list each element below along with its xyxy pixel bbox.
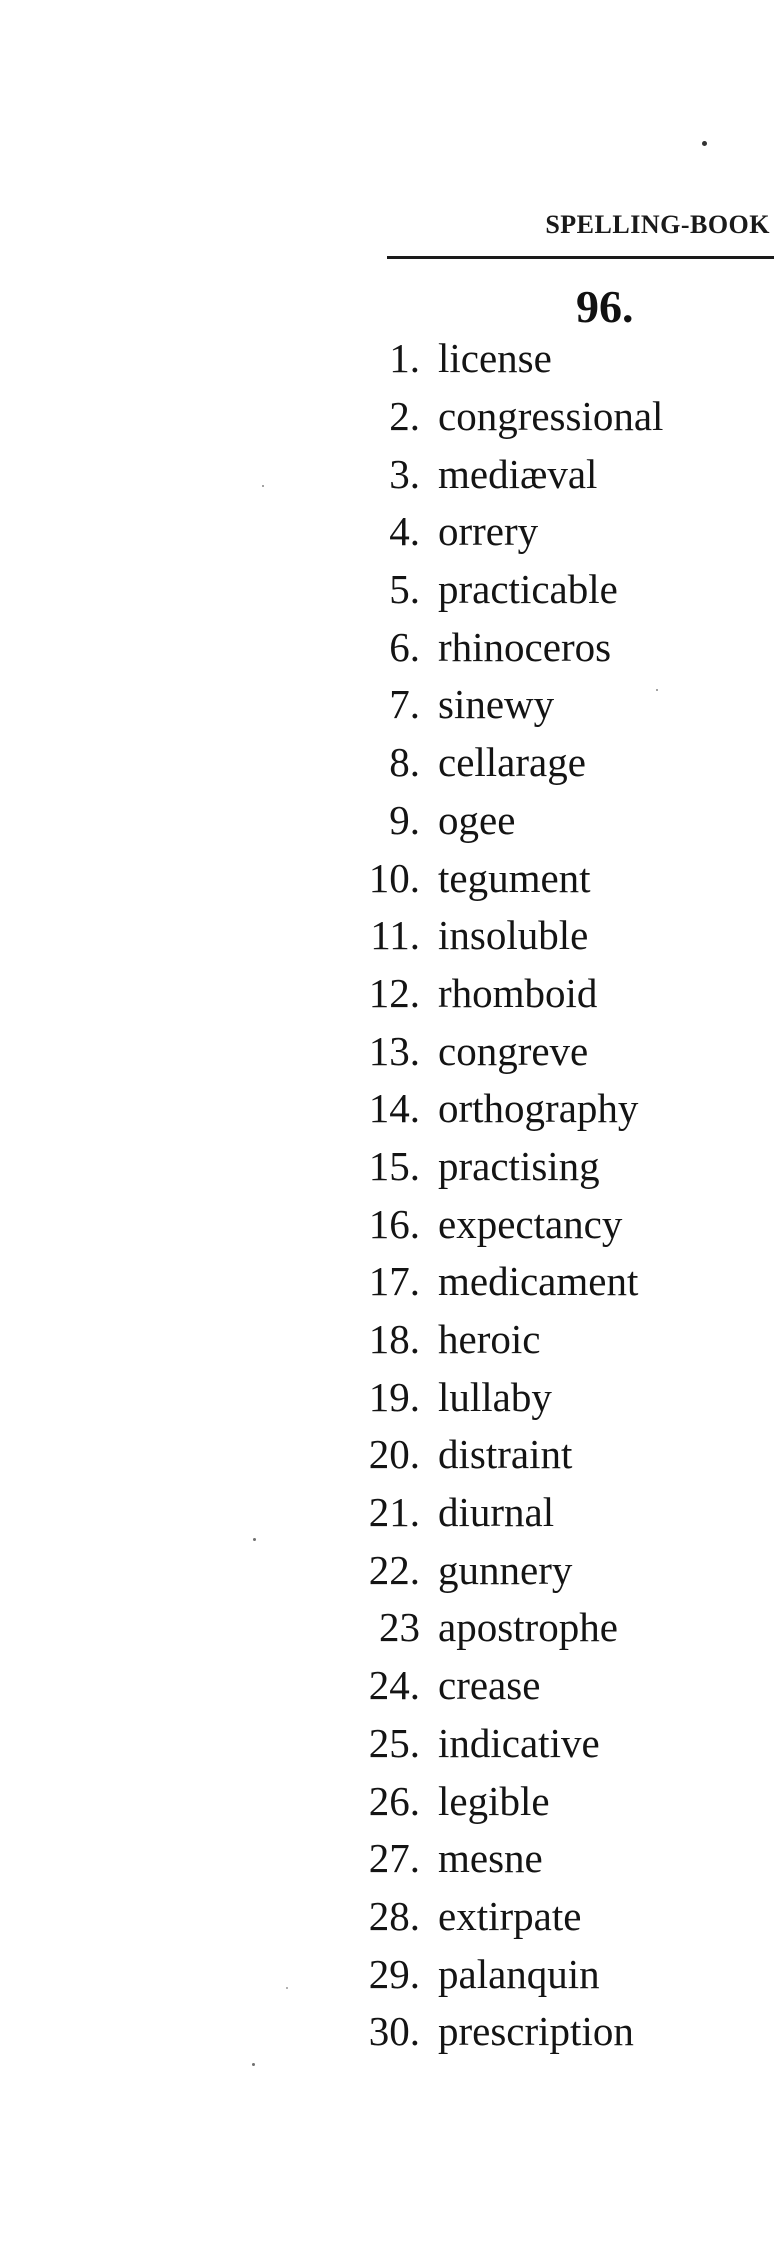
word-text: cellarage — [438, 739, 586, 786]
list-item — [360, 330, 663, 388]
word-number: 19. — [368, 1373, 420, 1420]
word-number: 8. — [389, 739, 420, 786]
list-item — [360, 2003, 663, 2061]
word-number: 10. — [368, 854, 420, 901]
word-number: 18. — [368, 1316, 420, 1363]
list-item — [360, 907, 663, 965]
ink-speck — [252, 2063, 255, 2066]
word-number: 6. — [389, 623, 420, 670]
lesson-number: 96. — [576, 281, 634, 332]
list-item — [360, 618, 663, 676]
running-head: SPELLING-BOOK — [545, 210, 770, 239]
word-text: diurnal — [438, 1489, 555, 1536]
list-item — [360, 965, 663, 1023]
word-text: congressional — [438, 393, 664, 440]
list-item — [360, 561, 663, 619]
word-number: 9. — [389, 796, 420, 843]
list-item — [360, 1022, 663, 1080]
ink-speck — [702, 141, 707, 146]
list-item — [360, 1253, 663, 1311]
word-text: orrery — [438, 508, 539, 555]
word-text: practicable — [438, 566, 618, 613]
header-rule — [387, 256, 774, 259]
word-number: 4. — [389, 508, 420, 555]
word-number: 26. — [368, 1777, 420, 1824]
list-item — [360, 1311, 663, 1369]
word-text: sinewy — [438, 681, 555, 728]
list-item — [360, 503, 663, 561]
word-number: 11. — [370, 912, 420, 959]
list-item — [360, 1541, 663, 1599]
word-number: 5. — [389, 566, 420, 613]
list-item — [360, 1195, 663, 1253]
word-number: 13. — [368, 1027, 420, 1074]
word-text: heroic — [438, 1316, 541, 1363]
word-number: 1. — [389, 335, 420, 382]
word-number: 27. — [368, 1835, 420, 1882]
list-item — [360, 1599, 663, 1657]
list-item — [360, 1888, 663, 1946]
word-text: insoluble — [438, 912, 589, 959]
word-text: mediæval — [438, 450, 598, 497]
list-item — [360, 1426, 663, 1484]
list-item — [360, 1484, 663, 1542]
list-item — [360, 849, 663, 907]
word-text: ogee — [438, 796, 516, 843]
word-text: congreve — [438, 1027, 589, 1074]
word-number: 2. — [389, 393, 420, 440]
word-number: 15. — [368, 1142, 420, 1189]
word-number: 23 — [379, 1604, 420, 1651]
word-number: 30. — [368, 2008, 420, 2055]
word-number: 14. — [368, 1085, 420, 1132]
word-number: 20. — [368, 1431, 420, 1478]
word-text: distraint — [438, 1431, 573, 1478]
word-number: 21. — [368, 1489, 420, 1536]
list-item — [360, 1080, 663, 1138]
word-text: tegument — [438, 854, 591, 901]
list-item — [360, 1657, 663, 1715]
list-item — [360, 792, 663, 850]
list-item — [360, 388, 663, 446]
word-text: rhomboid — [438, 969, 598, 1016]
ink-speck — [253, 1538, 256, 1541]
word-text: indicative — [438, 1719, 600, 1766]
word-number: 16. — [368, 1200, 420, 1247]
list-item — [360, 1138, 663, 1196]
word-text: practising — [438, 1142, 600, 1189]
word-number: 28. — [368, 1892, 420, 1939]
word-text: gunnery — [438, 1546, 573, 1593]
word-number: 29. — [368, 1950, 420, 1997]
word-text: mesne — [438, 1835, 543, 1882]
list-item — [360, 1772, 663, 1830]
word-text: medicament — [438, 1258, 639, 1305]
ink-speck — [262, 485, 264, 487]
word-text: extirpate — [438, 1892, 582, 1939]
word-list — [360, 330, 663, 2061]
list-item — [360, 445, 663, 503]
list-item — [360, 1368, 663, 1426]
list-item — [360, 1830, 663, 1888]
list-item — [360, 676, 663, 734]
word-text: prescription — [438, 2008, 634, 2055]
word-number: 17. — [368, 1258, 420, 1305]
word-text: license — [438, 335, 552, 382]
list-item — [360, 734, 663, 792]
ink-speck — [286, 1987, 288, 1989]
word-number: 25. — [368, 1719, 420, 1766]
list-item — [360, 1945, 663, 2003]
word-number: 12. — [368, 969, 420, 1016]
word-text: orthography — [438, 1085, 639, 1132]
word-text: apostrophe — [438, 1604, 618, 1651]
word-text: lullaby — [438, 1373, 552, 1420]
word-text: legible — [438, 1777, 550, 1824]
word-number: 3. — [389, 450, 420, 497]
list-item — [360, 1715, 663, 1773]
word-text: crease — [438, 1662, 541, 1709]
word-number: 24. — [368, 1662, 420, 1709]
word-text: rhinoceros — [438, 623, 612, 670]
word-text: expectancy — [438, 1200, 623, 1247]
word-text: palanquin — [438, 1950, 600, 1997]
word-number: 7. — [389, 681, 420, 728]
word-number: 22. — [368, 1546, 420, 1593]
